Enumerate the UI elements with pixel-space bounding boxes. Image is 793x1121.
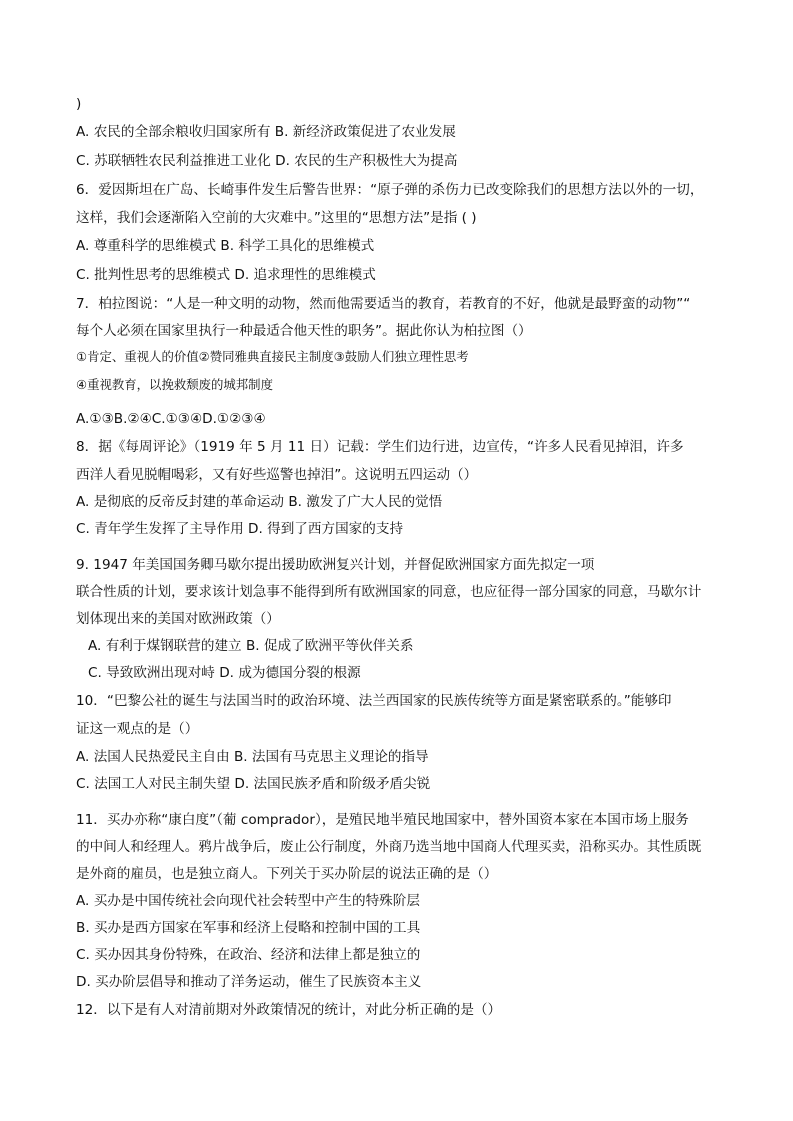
question-5-stem-end: ) [76,96,82,112]
q7-statement-1-3: ①肯定、重视人的价值②赞同雅典直接民主制度③鼓励人们独立理性思考 [76,349,469,364]
q9-options-cd: C. 导致欧洲出现对峙 D. 成为德国分裂的根源 [88,665,361,681]
q10-options-ab: A. 法国人民热爱民主自由 B. 法国有马克思主义理论的指导 [76,749,429,765]
q7-stem-line-2: 每个人必须在国家里执行一种最适合他天性的职务”。据此你认为柏拉图（） [76,323,532,339]
q8-options-cd: C. 青年学生发挥了主导作用 D. 得到了西方国家的支持 [76,521,404,537]
q6-stem-line-2: 这样，我们会逐渐陷入空前的大灾难中。”这里的“思想方法”是指 ( ) [76,210,477,226]
q11-option-c: C. 买办因其身份特殊，在政治、经济和法律上都是独立的 [76,947,421,963]
q8-stem-line-1: 8．据《每周评论》（1919 年 5 月 11 日）记载：学生们边行进，边宣传，“许多人民看见掉泪，许多 [76,439,684,455]
q9-stem-line-1: 9. 1947 年美国国务卿马歇尔提出援助欧洲复兴计划，并督促欧洲国家方面先拟定一项 [76,557,595,573]
q5-options-ab: A. 农民的全部余粮收归国家所有 B. 新经济政策促进了农业发展 [76,124,456,140]
q11-stem-line-2: 的中间人和经理人。鸦片战争后，废止公行制度，外商乃选当地中国商人代理买卖，沿称买办。其性质既 [76,839,702,855]
q10-stem-line-1: 10．“巴黎公社的诞生与法国当时的政治环境、法兰西国家的民族传统等方面是紧密联系的。”能够印 [76,693,672,709]
q11-option-d: D. 买办阶层倡导和推动了洋务运动，催生了民族资本主义 [76,974,422,990]
q9-stem-line-3: 划体现出来的美国对欧洲政策（） [76,611,280,627]
q8-options-ab: A. 是彻底的反帝反封建的革命运动 B. 激发了广大人民的觉悟 [76,494,443,510]
q12-stem: 12．以下是有人对清前期对外政策情况的统计，对此分析正确的是（） [76,1002,502,1018]
q11-option-b: B. 买办是西方国家在军事和经济上侵略和控制中国的工具 [76,920,421,936]
q6-options-ab: A. 尊重科学的思维模式 B. 科学工具化的思维模式 [76,238,375,254]
q7-stem-line-1: 7．柏拉图说：“人是一种文明的动物，然而他需要适当的教育，若教育的不好，他就是最野蛮的动物”“ [76,296,691,312]
q11-stem-line-3: 是外商的雇员，也是独立商人。下列关于买办阶层的说法正确的是（） [76,866,498,882]
q6-options-cd: C. 批判性思考的思维模式 D. 追求理性的思维模式 [76,267,376,283]
q7-options: A.①③B.②④C.①③④D.①②③④ [76,411,266,427]
q11-option-a: A. 买办是中国传统社会向现代社会转型中产生的特殊阶层 [76,893,420,909]
q9-stem-line-2: 联合性质的计划，要求该计划急事不能得到所有欧洲国家的同意，也应征得一部分国家的同意，马歇尔计 [76,584,702,600]
q5-options-cd: C. 苏联牺牲农民利益推进工业化 D. 农民的生产积极性大为提高 [76,153,458,169]
q11-stem-line-1: 11．买办亦称“康白度”（葡 comprador），是殖民地半殖民地国家中，替外国资本家在本国市场上服务 [76,812,689,828]
q7-statement-4: ④重视教育，以挽救颓废的城邦制度 [76,377,273,392]
q8-stem-line-2: 西洋人看见脱帽喝彩，又有好些巡警也掉泪”。这说明五四运动（） [76,467,478,483]
q9-options-ab: A. 有利于煤钢联营的建立 B. 促成了欧洲平等伙伴关系 [88,638,414,654]
q10-options-cd: C. 法国工人对民主制失望 D. 法国民族矛盾和阶级矛盾尖锐 [76,776,431,792]
q6-stem-line-1: 6．爱因斯坦在广岛、长崎事件发生后警告世界：“原子弹的杀伤力已改变除我们的思想方法以外的一切， [76,182,704,198]
q10-stem-line-2: 证这一观点的是（） [76,721,199,737]
